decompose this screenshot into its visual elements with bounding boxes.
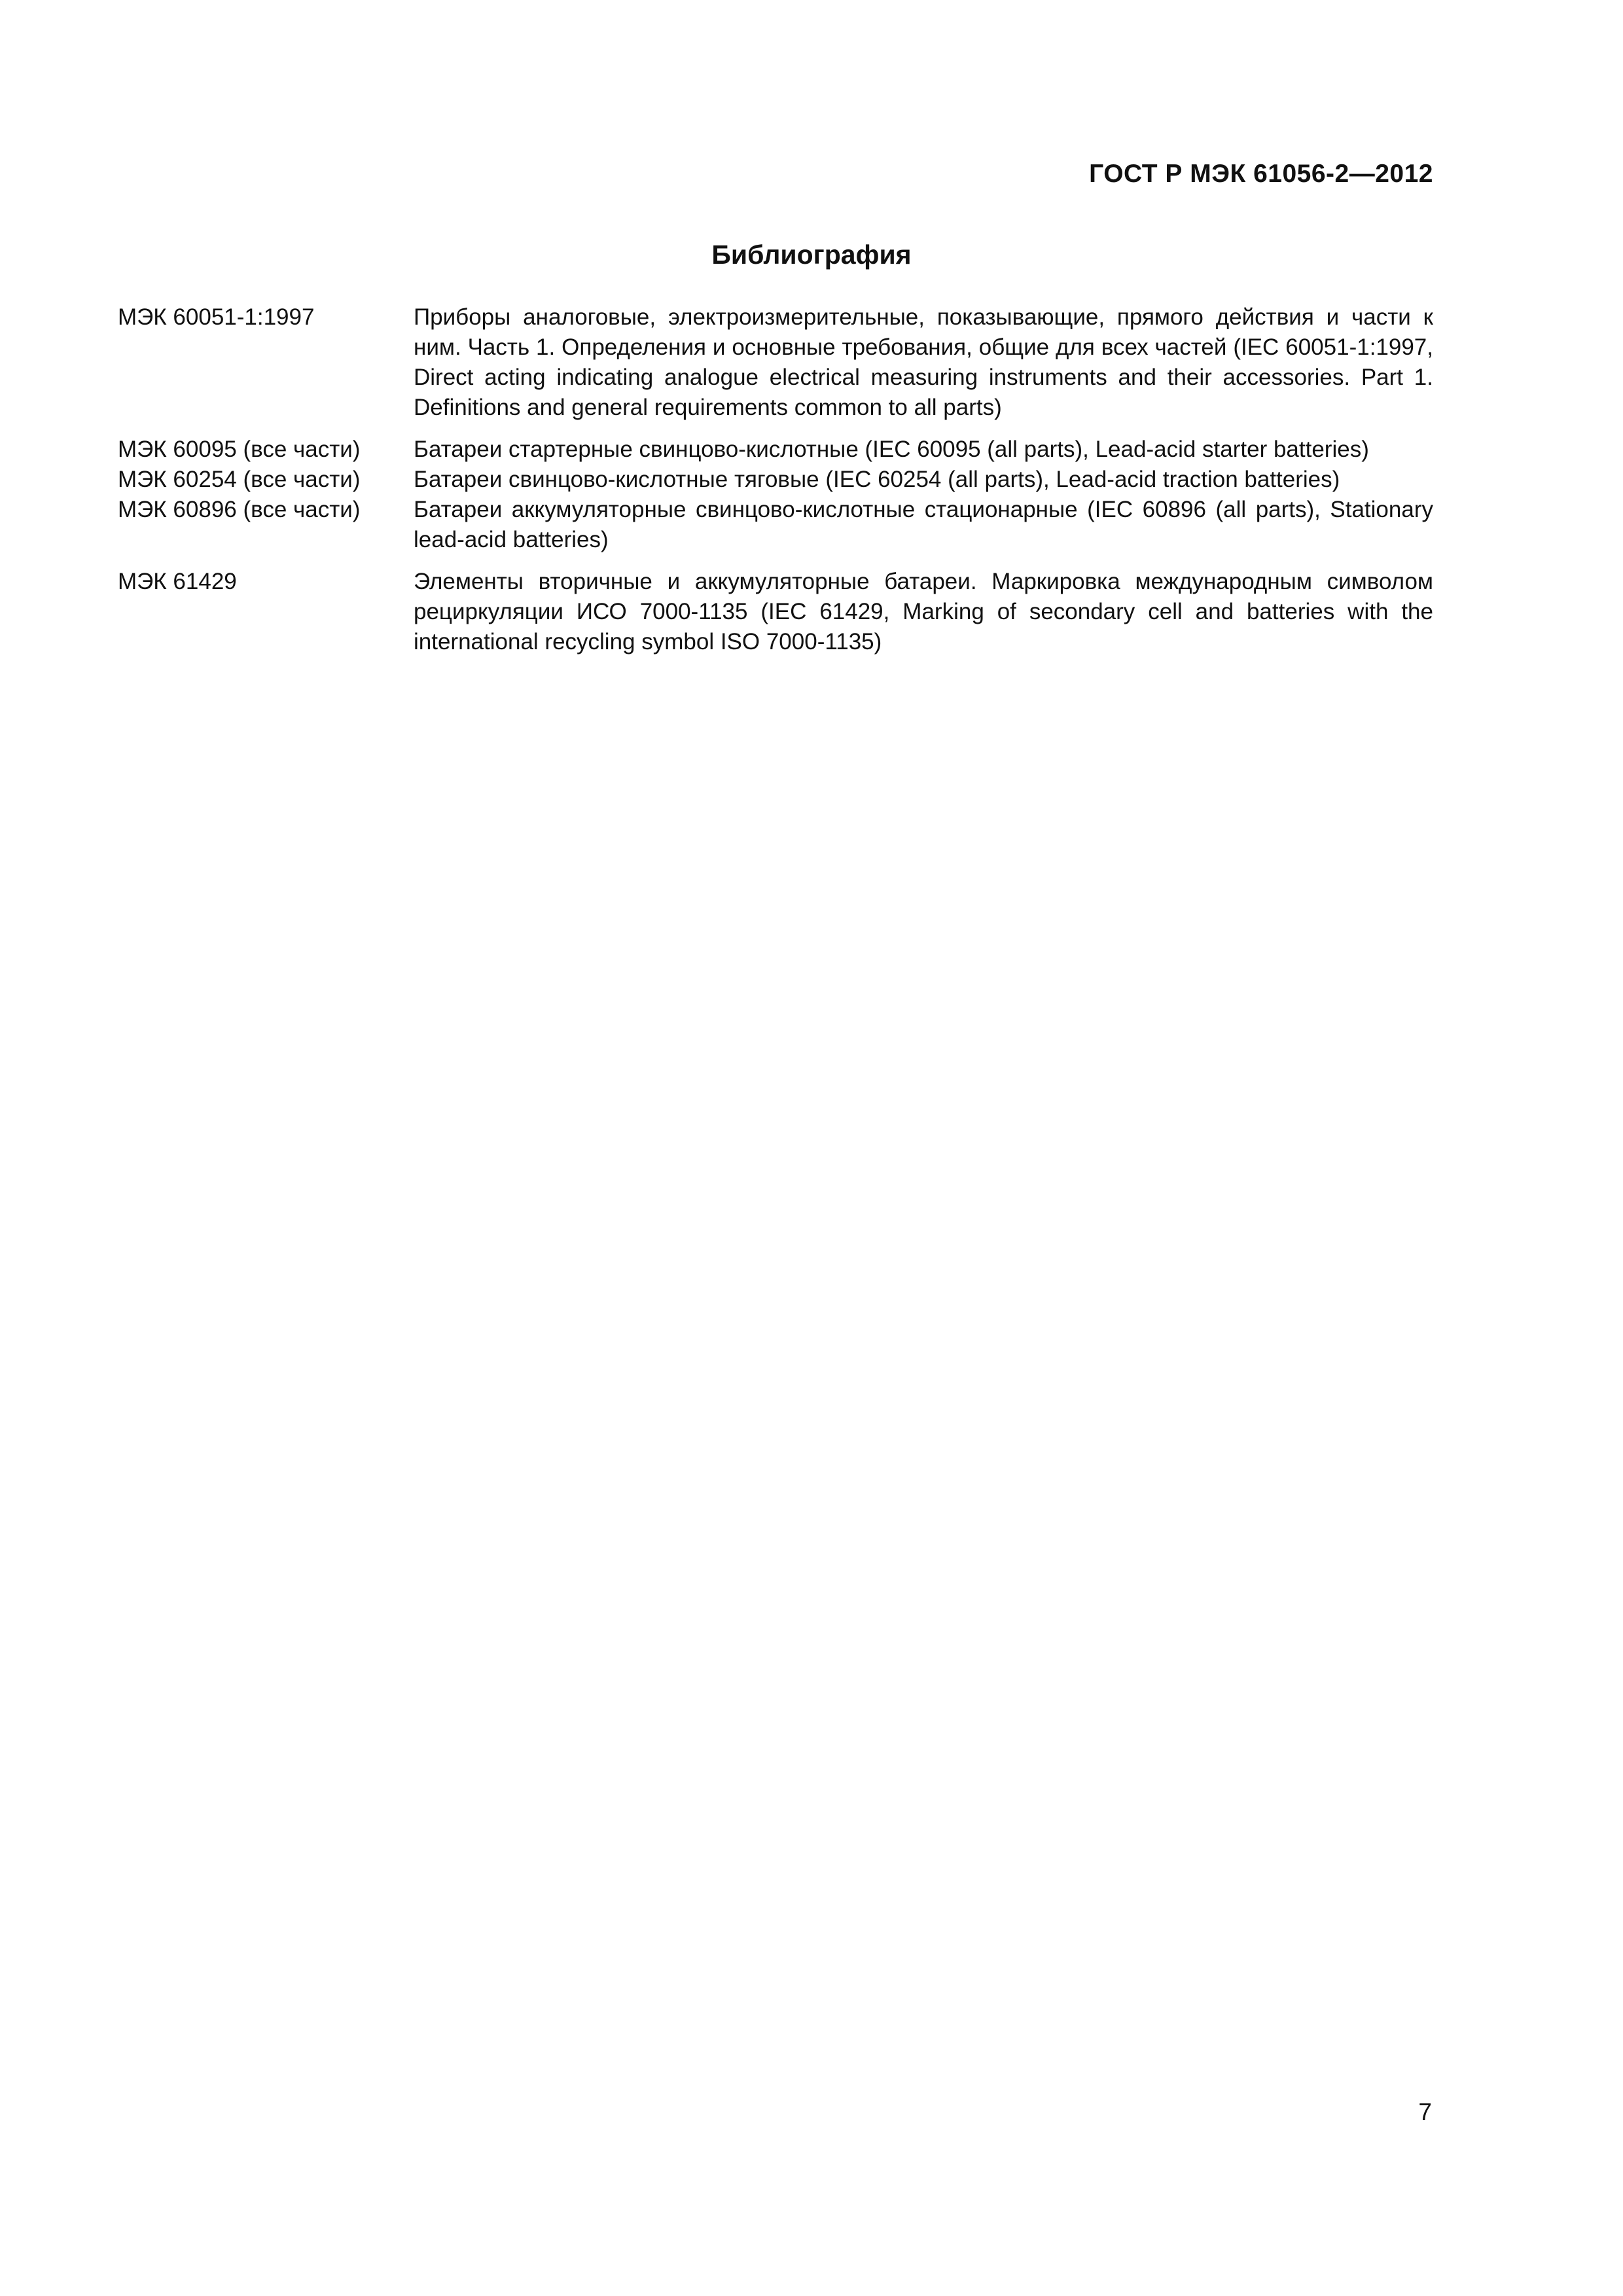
bibliography-entry [118, 495, 1433, 555]
bibliography-entry [118, 302, 1433, 423]
document-code-header: ГОСТ Р МЭК 61056-2—2012 [1089, 160, 1433, 188]
bibliography-title: Библиография [711, 240, 912, 270]
bibliography-entry [118, 465, 1433, 495]
bibliography-reference: МЭК 60896 (все части) [118, 497, 361, 522]
bibliography-reference: МЭК 60254 (все части) [118, 467, 361, 492]
bibliography-reference: МЭК 60095 (все части) [118, 437, 361, 462]
bibliography-description: Приборы аналоговые, электроизмерительные, показывающие, прямого действия и части к ним. Часть 1. Определения и основные требования, общие для всех частей (IEC 60051-1:1997, Direct acting indicating analogue electrical measuring instruments and their accessories. Part 1. Definitions and general requirements common to all parts) [414, 304, 1433, 420]
bibliography-description: Элементы вторичные и аккумуляторные батареи. Маркировка международным символом рециркуляции ИСО 7000-1135 (IEC 61429, Marking of secondary cell and batteries with the international recycling symbol ISO 7000-1135) [414, 569, 1433, 655]
bibliography-entry [118, 567, 1433, 657]
bibliography-reference: МЭК 60051-1:1997 [118, 304, 315, 330]
bibliography-entry [118, 435, 1433, 465]
bibliography-description: Батареи аккумуляторные свинцово-кислотные стационарные (IEC 60896 (all parts), Stationary lead-acid batteries) [414, 497, 1433, 552]
bibliography-reference: МЭК 61429 [118, 569, 237, 594]
page-number: 7 [1418, 2098, 1432, 2125]
bibliography-list [118, 302, 1433, 657]
bibliography-description: Батареи свинцово-кислотные тяговые (IEC 60254 (all parts), Lead-acid traction batteries) [414, 467, 1340, 492]
bibliography-description: Батареи стартерные свинцово-кислотные (IEC 60095 (all parts), Lead-acid starter batteries) [414, 437, 1369, 462]
